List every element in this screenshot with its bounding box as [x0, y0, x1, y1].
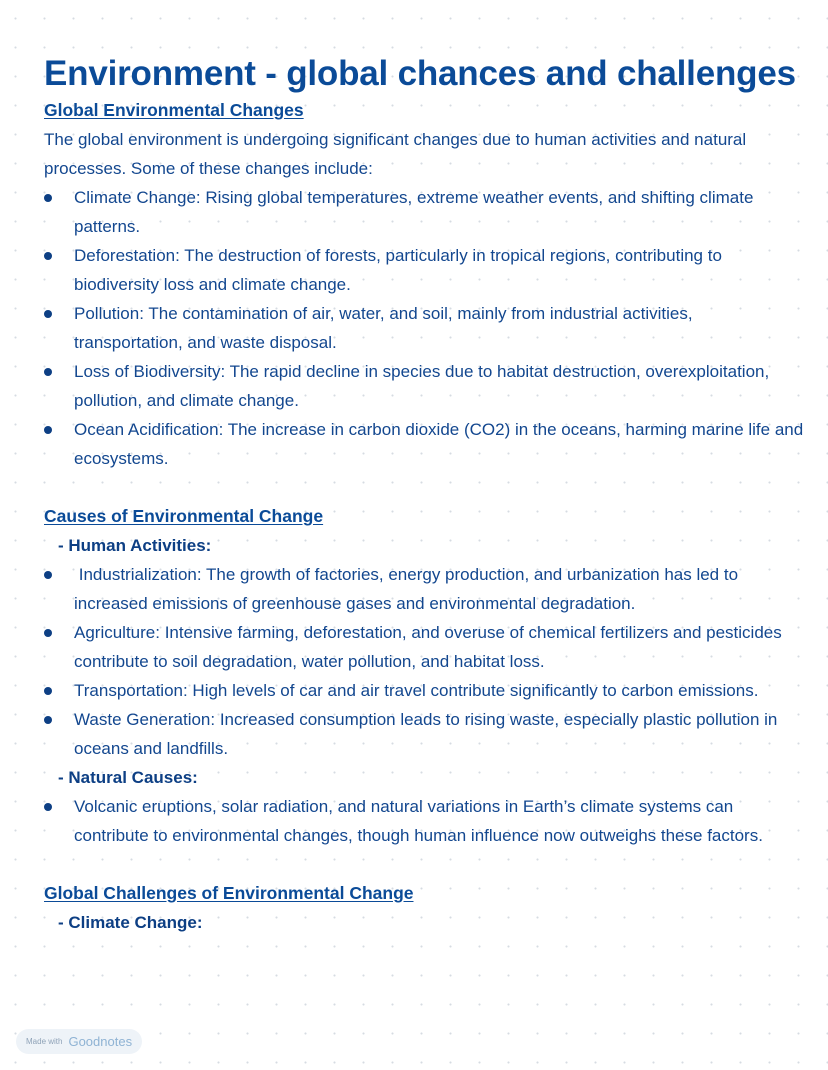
list-item-text: Waste Generation: Increased consumption leads to rising waste, especially plastic pollution in oceans and landfills. [74, 710, 778, 758]
spacer [44, 473, 804, 502]
spacer [44, 850, 804, 879]
section-heading-global-changes: Global Environmental Changes [44, 100, 304, 120]
list-item-text: Volcanic eruptions, solar radiation, and natural variations in Earth’s climate systems can contribute to environmental changes, though human influence now outweighs these factors. [74, 797, 763, 845]
note-page [44, 52, 804, 937]
bullet-icon [44, 571, 52, 579]
bullet-icon [44, 687, 52, 695]
list-item [44, 415, 804, 473]
badge-made-with-text: Made with [26, 1037, 63, 1046]
goodnotes-logo: Goodnotes [68, 1034, 133, 1049]
subheading-human-activities: - Human Activities: [58, 536, 212, 555]
bullet-icon [44, 368, 52, 376]
bullet-icon [44, 252, 52, 260]
list-item [44, 705, 804, 763]
list-item-text: Ocean Acidification: The increase in carbon dioxide (CO2) in the oceans, harming marine life and ecosystems. [74, 420, 804, 468]
list-item-text: Transportation: High levels of car and air travel contribute significantly to carbon emissions. [74, 681, 759, 700]
page-title: Environment - global chances and challenges [44, 54, 796, 93]
list-item [44, 241, 804, 299]
section-heading-causes: Causes of Environmental Change [44, 506, 324, 526]
list-item-text: Industrialization: The growth of factories, energy production, and urbanization has led to increased emissions of greenhouse gases and environmental degradation. [74, 565, 743, 613]
list-item [44, 183, 804, 241]
list-item [44, 792, 804, 850]
list-item-text: Loss of Biodiversity: The rapid decline in species due to habitat destruction, overexploitation, pollution, and climate change. [74, 362, 770, 410]
global-changes-list [44, 183, 804, 473]
list-item [44, 560, 804, 618]
intro-paragraph: The global environment is undergoing significant changes due to human activities and natural processes. Some of these changes include: [44, 130, 747, 178]
section-heading-challenges: Global Challenges of Environmental Change [44, 883, 414, 903]
bullet-icon [44, 803, 52, 811]
human-activities-list [44, 560, 804, 763]
made-with-goodnotes-badge [16, 1029, 142, 1054]
list-item [44, 618, 804, 676]
list-item [44, 676, 804, 705]
bullet-icon [44, 310, 52, 318]
subheading-natural-causes: - Natural Causes: [58, 768, 198, 787]
list-item-text: Climate Change: Rising global temperatures, extreme weather events, and shifting climate patterns. [74, 188, 754, 236]
bullet-icon [44, 426, 52, 434]
bullet-icon [44, 716, 52, 724]
list-item-text: Pollution: The contamination of air, water, and soil, mainly from industrial activities, transportation, and waste disposal. [74, 304, 693, 352]
bullet-icon [44, 194, 52, 202]
list-item [44, 357, 804, 415]
natural-causes-list [44, 792, 804, 850]
list-item-text: Deforestation: The destruction of forests, particularly in tropical regions, contributing to biodiversity loss and climate change. [74, 246, 722, 294]
list-item [44, 299, 804, 357]
subheading-climate-change: - Climate Change: [58, 913, 203, 932]
list-item-text: Agriculture: Intensive farming, deforestation, and overuse of chemical fertilizers and pesticides contribute to soil degradation, water pollution, and habitat loss. [74, 623, 782, 671]
bullet-icon [44, 629, 52, 637]
